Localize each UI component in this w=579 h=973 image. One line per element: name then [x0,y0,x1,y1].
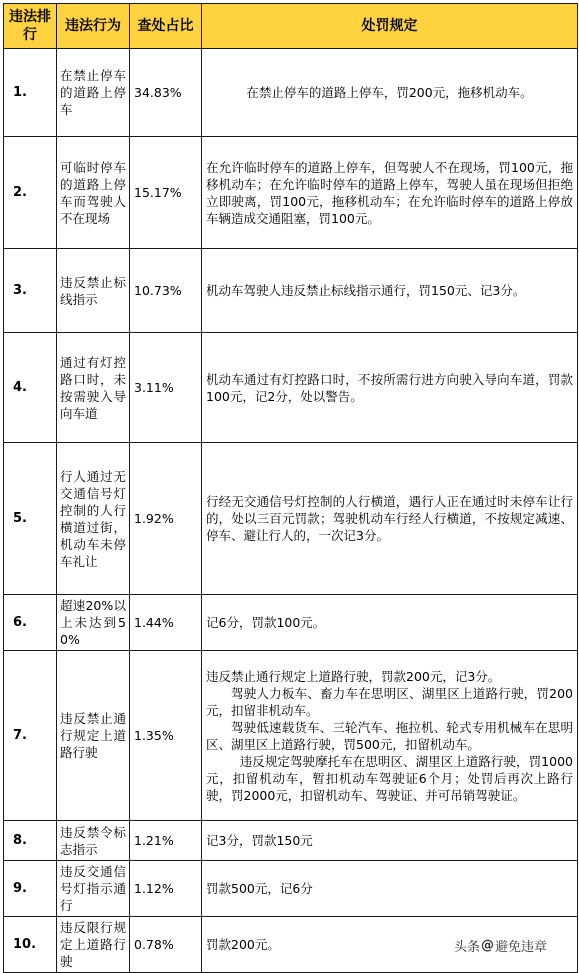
percentage-cell: 1.35% [130,651,202,821]
behavior-cell: 违反禁止标线指示 [57,249,130,333]
rank-cell: 2. [4,137,57,249]
penalty-text: 驾驶低速载货车、三轮汽车、拖拉机、轮式专用机械车在思明区、湖里区上道路行驶，罚500元，扣留机动车。 [206,719,573,752]
rank-cell: 10. [4,917,57,973]
penalty-text: 违反禁止通行规定上道路行驶，罚款200元，记3分。 [206,668,501,684]
behavior-cell: 违反禁止通行规定上道路行驶 [57,651,130,821]
table-header-row [4,4,578,49]
behavior-cell: 违反交通信号灯指示通行 [57,861,130,917]
watermark-at: @ [480,938,494,953]
penalty-text: 在允许临时停车的道路上停车，但驾驶人不在现场，罚100元，拖移机动车；在允许临时停车的道路上停车，驾驶人虽在现场但拒绝立即驶离，罚100元，拖移机动车；在允许临时停车的道路上停放车辆造成交通阻塞，罚100元。 [206,159,573,226]
table-row [4,595,578,651]
table-row [4,333,578,443]
behavior-cell: 可临时停车的道路上停车而驾驶人不在现场 [57,137,130,249]
behavior-cell: 通过有灯控路口时，未按需驶入导向车道 [57,333,130,443]
rank-cell: 6. [4,595,57,651]
penalty-text: 在禁止停车的道路上停车，罚200元，拖移机动车。 [246,85,533,100]
penalty-cell [202,821,578,861]
rank-cell: 5. [4,443,57,595]
header-rank: 违法排行 [4,4,57,49]
percentage-cell: 15.17% [130,137,202,249]
behavior-cell: 在禁止停车的道路上停车 [57,49,130,137]
table-row [4,651,578,821]
header-behavior: 违法行为 [57,4,130,49]
rank-cell: 4. [4,333,57,443]
percentage-cell: 1.21% [130,821,202,861]
percentage-cell: 34.83% [130,49,202,137]
behavior-cell: 违反禁令标志指示 [57,821,130,861]
rank-cell: 8. [4,821,57,861]
penalty-cell [202,595,578,651]
penalty-cell [202,333,578,443]
penalty-cell [202,443,578,595]
table-row [4,137,578,249]
penalty-text: 罚款200元。 [206,937,280,952]
violation-table [3,3,578,973]
watermark-prefix: 头条 [453,940,480,955]
watermark-name: 避免违章 [494,940,547,955]
penalty-text: 行经无交通信号灯控制的人行横道，遇行人正在通过时未停车让行的，处以三百元罚款；驾驶机动车行经人行横道，不按规定减速、停车、避让行人的，一次记3分。 [206,494,573,543]
penalty-cell [202,861,578,917]
watermark [452,936,549,955]
rank-cell: 1. [4,49,57,137]
percentage-cell: 1.12% [130,861,202,917]
penalty-text: 记6分，罚款100元。 [206,615,326,630]
behavior-cell: 行人通过无交通信号灯控制的人行横道过街，机动车未停车礼让 [57,443,130,595]
table-row [4,443,578,595]
behavior-cell: 违反限行规定上道路行驶 [57,917,130,973]
penalty-cell [202,49,578,137]
penalty-cell [202,249,578,333]
header-penalty: 处罚规定 [202,4,578,49]
table-row [4,49,578,137]
percentage-cell: 1.44% [130,595,202,651]
penalty-text: 罚款500元，记6分 [206,881,313,896]
penalty-cell [202,651,578,821]
rank-cell: 3. [4,249,57,333]
rank-cell: 9. [4,861,57,917]
table-row [4,249,578,333]
penalty-cell [202,137,578,249]
rank-cell: 7. [4,651,57,821]
percentage-cell: 10.73% [130,249,202,333]
behavior-cell: 超速20%以上未达到50% [57,595,130,651]
percentage-cell: 0.78% [130,917,202,973]
percentage-cell: 1.92% [130,443,202,595]
penalty-text: 记3分，罚款150元 [206,833,313,848]
penalty-text: 机动车通过有灯控路口时，不按所需行进方向驶入导向车道，罚款100元，记2分，处以警告。 [206,371,573,404]
header-percentage: 查处占比 [130,4,202,49]
penalty-text: 驾驶人力板车、畜力车在思明区、湖里区上道路行驶，罚200元，扣留非机动车。 [206,685,573,718]
penalty-text: 机动车驾驶人违反禁止标线指示通行，罚150元、记3分。 [206,283,526,298]
table-row [4,821,578,861]
penalty-text: 违反规定驾驶摩托车在思明区、湖里区上道路行驶，罚1000元，扣留机动车，暂扣机动车驾驶证6个月；处罚后再次上路行驶，罚2000元，扣留机动车、驾驶证、并可吊销驾驶证。 [206,753,573,803]
percentage-cell: 3.11% [130,333,202,443]
table-row [4,861,578,917]
